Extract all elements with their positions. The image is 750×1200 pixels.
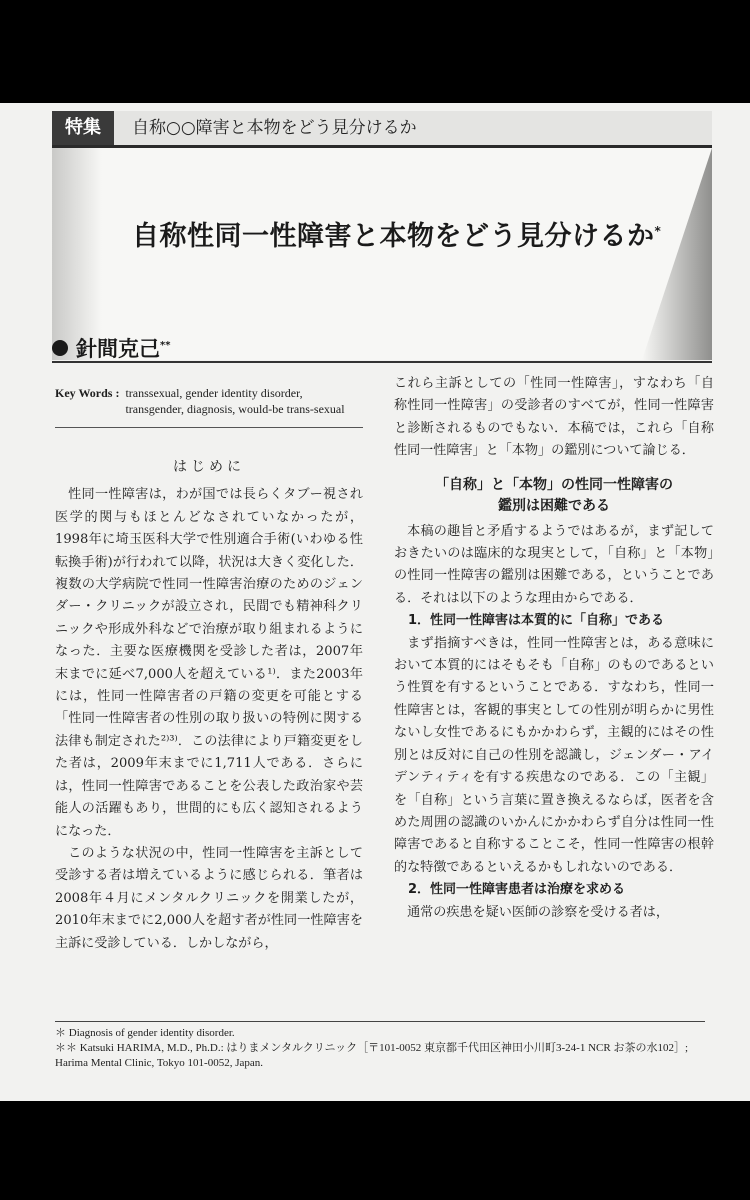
section-heading-line-1: 「自称」と「本物」の性同一性障害の bbox=[435, 476, 673, 493]
feature-tag: 特集 bbox=[52, 111, 114, 145]
title-banner bbox=[52, 148, 712, 360]
footnote: ＊＊ Katsuki HARIMA, M.D., Ph.D.: はりまメンタルクリニック［〒101-0052 東京都千代田区神田小川町3-24-1 NCR お茶の水102］; Harima Mental Clinic, Tokyo 101-0052, Japan. bbox=[55, 1042, 689, 1069]
feature-title: 自称○○障害と本物をどう見分けるか bbox=[132, 118, 417, 138]
author-name: 針間克己 bbox=[76, 337, 160, 361]
subheading-2: 2．性同一性障害患者は治療を求める bbox=[408, 882, 626, 898]
banner-shade-right bbox=[642, 148, 712, 360]
subheading-1: 1．性同一性障害は本質的に「自称」である bbox=[408, 613, 665, 629]
paragraph: 通常の疾患を疑い医師の診察を受ける者は， bbox=[407, 904, 669, 920]
footnotes bbox=[55, 1021, 705, 1071]
paragraph: まず指摘すべきは，性同一性障害とは，ある意味において本質的にはそもそも「自称」のものであるという性質を有するということである．すなわち，性同一性障害とは，客観的事実としての性別が明らかに男性ないし女性であるにもかかわらず，主観的にはその性別とは反対に自己の性別を認識し，ジェンダー・アイデンティティを有する疾患なのである．この「主観」を「自称」という言葉に置き換えるならば，医者を含めた周囲の認識のいかんにかかわらず自分は性同一性障害であると自称することこそ，性同一性障害の根幹的な特徴であるといえるかもしれないのである． bbox=[394, 635, 714, 875]
section-heading-intro: はじめに bbox=[173, 459, 245, 475]
paragraph: これら主訴としての「性同一性障害」，すなわち「自称性同一性障害」の受診者のすべてが，性同一性障害と診断されるものでもない．本稿では，これら「自称性同一性障害」と「本物」の鑑別について論じる． bbox=[394, 376, 714, 459]
author-line bbox=[52, 333, 170, 363]
bullet-icon bbox=[52, 340, 68, 356]
title-footnote-mark: * bbox=[654, 224, 662, 238]
section-heading-differential bbox=[394, 475, 714, 517]
title-divider bbox=[52, 361, 712, 363]
left-column bbox=[55, 373, 363, 955]
author-footnote-mark: ** bbox=[160, 340, 171, 351]
paragraph: 性同一性障害は，わが国では長らくタブー視され医学的関与もほとんどなされていなかったが，1998年に埼玉医科大学で性別適合手術(いわゆる性転換手術)が行われて以降，状況は大きく変化した．複数の大学病院で性同一性障害治療のためのジェンダー・クリニックが設立され，民間でも精神科クリニックや形成外科などで治療が取り組まれるようになった．主要な医療機関を受診した者は，2007年末までに延べ7,000人を超えている¹⁾．また2003年には，性同一性障害者の戸籍の変更を可能とする「性同一性障害者の性別の取り扱いの特例に関する法律も制定された²⁾³⁾．この法律により戸籍変更をした者は，2009年末までに1,711人である．さらには，性同一性障害であることを公表した政治家や芸能人の活躍もあり，世間的にも広く認知されるようになった． bbox=[55, 487, 363, 839]
paragraph: このような状況の中，性同一性障害を主訴として受診する者は増えているように感じられる．筆者は2008年４月にメンタルクリニックを開業したが，2010年末までに2,000人を超す者が性同一性障害を主訴に受診している．しかしながら， bbox=[55, 845, 363, 951]
section-heading-line-2: 鑑別は困難である bbox=[498, 497, 610, 514]
keywords-divider bbox=[55, 427, 363, 428]
paragraph: 本稿の趣旨と矛盾するようではあるが，まず記しておきたいのは臨床的な現実として，「自称」と「本物」の性同一性障害の鑑別は困難である，ということである．それは以下のような理由からである． bbox=[394, 523, 714, 606]
keywords bbox=[55, 385, 363, 417]
footnote: ＊ Diagnosis of gender identity disorder. bbox=[55, 1027, 235, 1039]
keywords-text: transsexual, gender identity disorder, transgender, diagnosis, would-be trans-sexual bbox=[125, 386, 345, 416]
right-column bbox=[394, 373, 714, 924]
journal-page bbox=[0, 103, 750, 1101]
banner-shade-left bbox=[52, 148, 102, 360]
keywords-label: Key Words : bbox=[55, 386, 120, 400]
feature-header-bar bbox=[52, 111, 712, 148]
article-title: 自称性同一性障害と本物をどう見分けるか* bbox=[132, 221, 662, 252]
